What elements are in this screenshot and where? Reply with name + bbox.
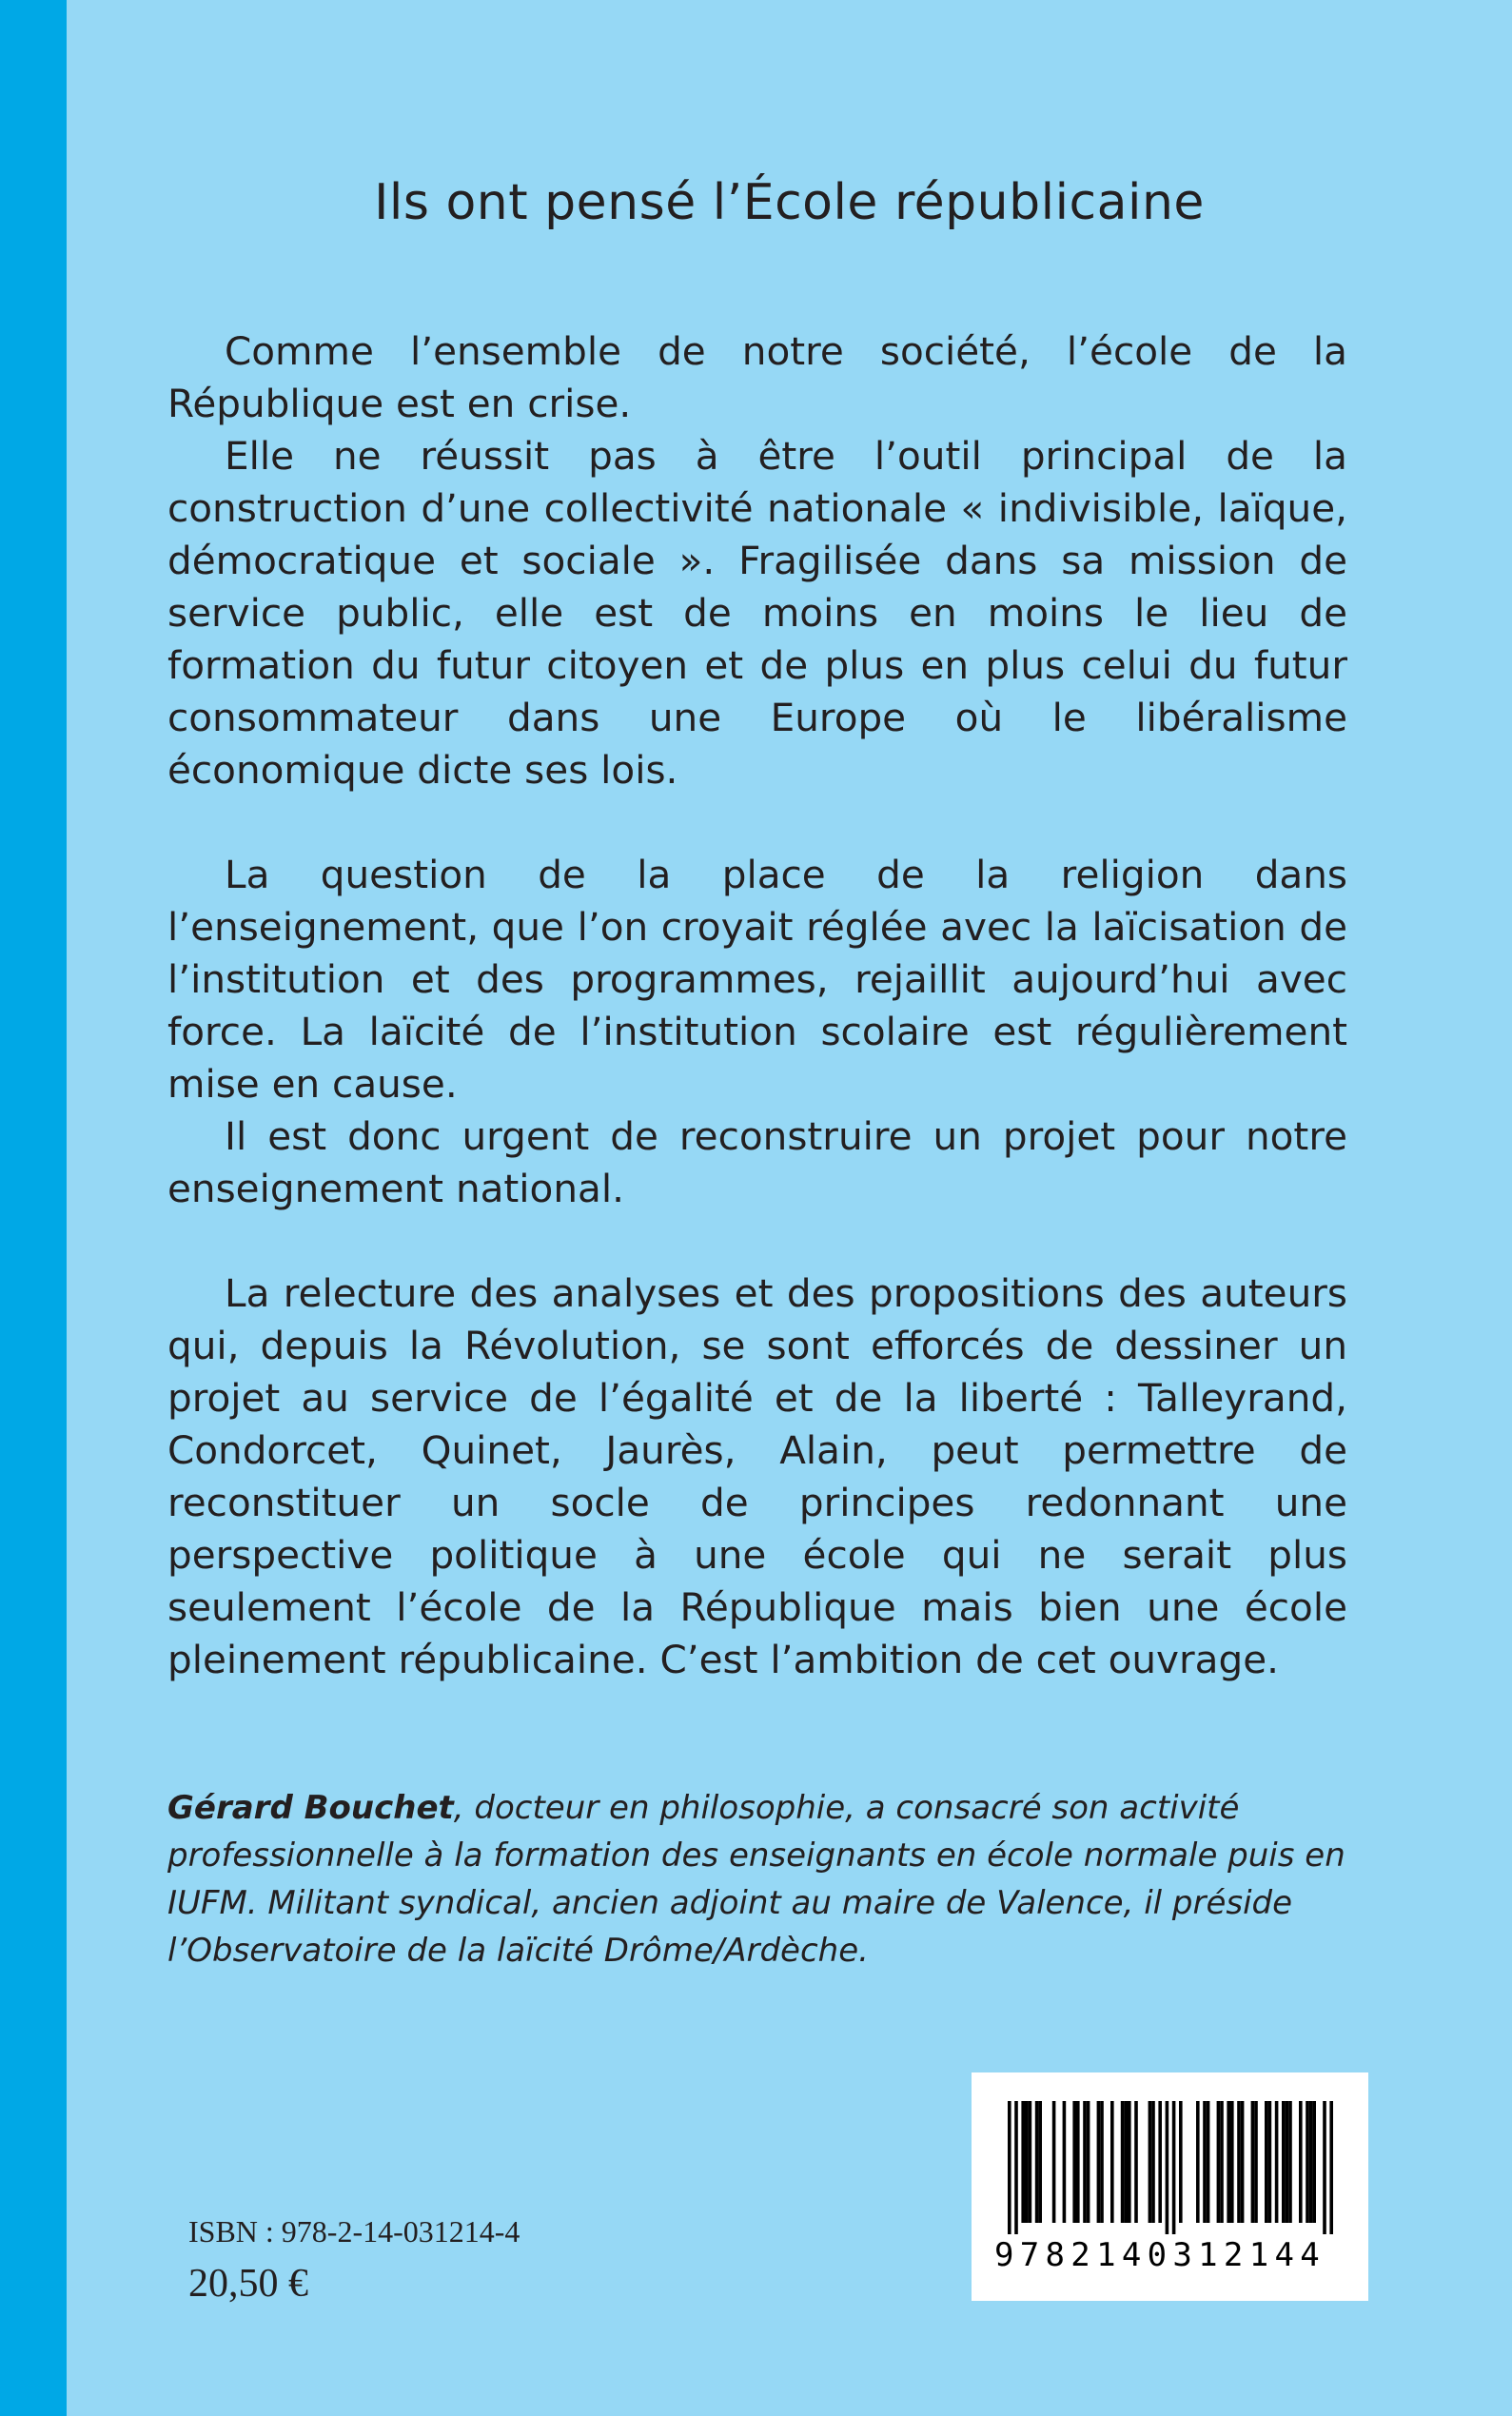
spine-stripe (0, 0, 67, 2416)
barcode-bar (1207, 2101, 1210, 2223)
barcode-bar (1288, 2101, 1292, 2223)
barcode-bar (1063, 2101, 1067, 2223)
barcode-bar (1172, 2101, 1176, 2234)
barcode-bar (1128, 2101, 1131, 2223)
barcode-bar (1312, 2101, 1316, 2223)
barcode-bar (1203, 2101, 1207, 2223)
barcode-bar (1087, 2101, 1090, 2223)
blurb-paragraph: La question de la place de la religion dans l’enseignement, que l’on croyait réglée avec la laïcisation de l’institution et des programmes, rejaillit aujourd’hui avec force. La laïcité de l’institution scolaire est régulièrement mise en cause. (167, 852, 1347, 1107)
barcode-bar (1100, 2101, 1104, 2223)
barcode-bar (1124, 2101, 1128, 2223)
barcode-bar (1220, 2101, 1224, 2223)
barcode-bar (1227, 2101, 1230, 2223)
barcode-bar (1076, 2101, 1080, 2223)
barcode-bar (1014, 2101, 1018, 2234)
barcode-bar (1230, 2101, 1234, 2223)
barcode-bar (1151, 2101, 1155, 2223)
barcode-digits: 9782140312144 (994, 2236, 1326, 2274)
barcode-bar (1083, 2101, 1087, 2223)
barcode-bar (1025, 2101, 1029, 2223)
barcode-bar (1008, 2101, 1011, 2234)
blurb-paragraph: La relecture des analyses et des propositions des auteurs qui, depuis la Révolution, se sont efforcés de dessiner un projet au service de l’égalité et de la liberté : Talleyrand, Condorcet, Quinet, Jaurès, Alain, peut permettre de reconstituer un socle de principes redonnant une perspective politique à une école qui ne serait plus seulement l’école de la République mais bien une école pleinement républicaine. C’est l’ambition de cet ouvrage. (167, 1270, 1347, 1682)
barcode-bar (1282, 2101, 1286, 2223)
author-name: Gérard Bouchet (167, 1789, 454, 1827)
barcode-bar (1052, 2101, 1056, 2223)
barcode-bar (1158, 2101, 1162, 2223)
book-title: Ils ont pensé l’École républicaine (374, 173, 1205, 231)
blurb-paragraph: Il est donc urgent de reconstruire un projet pour notre enseignement national. (167, 1113, 1347, 1211)
barcode-bar (1237, 2101, 1241, 2223)
barcode-bar (1121, 2101, 1125, 2223)
barcode-bar (1241, 2101, 1245, 2223)
barcode-bar (1329, 2101, 1333, 2234)
barcode-bar (1029, 2101, 1032, 2223)
barcode-bar (1149, 2101, 1152, 2223)
blurb (167, 325, 1347, 1686)
barcode-bar (1323, 2101, 1326, 2234)
isbn-label: ISBN : 978-2-14-031214-4 (188, 2214, 520, 2249)
blurb-paragraph: Comme l’ensemble de notre société, l’école de la République est en crise. (167, 328, 1347, 426)
barcode-bar (1254, 2101, 1258, 2223)
barcode-bar (1134, 2101, 1138, 2223)
barcode-bar (1299, 2101, 1303, 2223)
barcode-bar (1179, 2101, 1183, 2223)
barcode-bars (992, 2101, 1347, 2234)
barcode-bar (1166, 2101, 1169, 2234)
barcode-bar (1286, 2101, 1289, 2223)
barcode-bar (1097, 2101, 1101, 2223)
barcode-bar (1251, 2101, 1255, 2223)
blurb-paragraph: Elle ne réussit pas à être l’outil principal de la construction d’une collectivité nationale « indivisible, laïque, démocratique et sociale ». Fragilisée dans sa mission de service public, elle est de moins en moins le lieu de formation du futur citoyen et de plus en plus celui du futur consommateur dans une Europe où le libéralisme économique dicte ses lois. (167, 433, 1347, 793)
barcode-bar (1035, 2101, 1039, 2223)
barcode-bar (1196, 2101, 1200, 2223)
barcode-bar (1306, 2101, 1309, 2223)
price-label: 20,50 € (188, 2262, 308, 2306)
barcode (972, 2072, 1368, 2301)
author-bio (167, 1784, 1347, 1974)
barcode-bar (1021, 2101, 1025, 2223)
author-description: , docteur en philosophie, a consacré son activité professionnelle à la formation des enseignants en école normale puis en IUFM. Militant syndical, ancien adjoint au maire de Valence, il préside l’Observatoire de la laïcité Drôme/Ardèche. (167, 1789, 1345, 1970)
barcode-bar (1217, 2101, 1221, 2223)
barcode-bar (1309, 2101, 1313, 2223)
barcode-bar (1265, 2101, 1268, 2223)
barcode-bar (1275, 2101, 1279, 2223)
barcode-bar (1110, 2101, 1114, 2223)
barcode-bar (1268, 2101, 1272, 2223)
barcode-bar (1072, 2101, 1076, 2223)
barcode-bar (1038, 2101, 1042, 2223)
